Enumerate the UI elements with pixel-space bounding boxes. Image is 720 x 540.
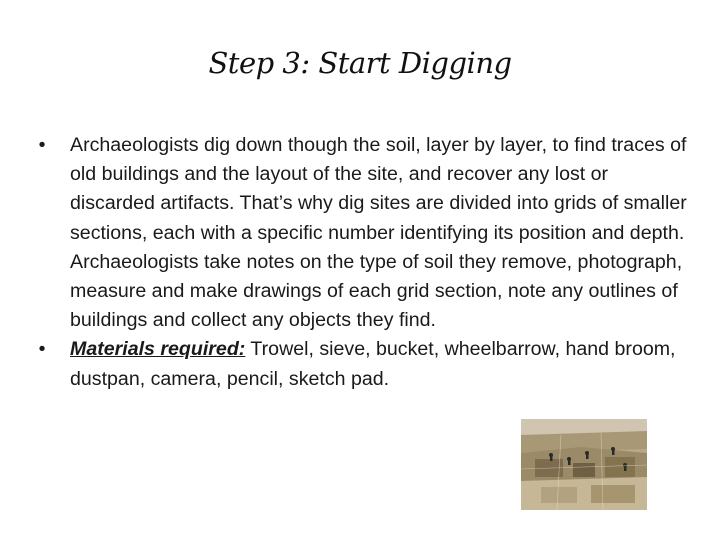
bullet-marker: • bbox=[38, 134, 46, 156]
bullet-item-materials bbox=[32, 335, 692, 393]
bullet-text: Archaeologists dig down though the soil, layer by layer, to find traces of old buildings and the layout of the site, and recover any lost or discarded artifacts. That’s why dig sites are divided into grids of smaller sections, each with a specific number identifying its position and depth. Archaeologists take notes on the type of soil they remove, photograph, measure and make drawings of each grid section, note any outlines of buildings and collect any objects they find. bbox=[70, 134, 687, 332]
bullet-list bbox=[32, 131, 692, 394]
materials-text: Trowel, sieve, bucket, wheelbarrow, hand broom, dustpan, camera, pencil, sketch pad. bbox=[70, 338, 676, 390]
materials-label: Materials required: bbox=[70, 338, 246, 361]
excavation-site-image bbox=[521, 419, 647, 510]
slide-title: Step 3: Start Digging bbox=[208, 46, 512, 80]
bullet-marker: • bbox=[38, 338, 46, 361]
bullet-item-process bbox=[32, 131, 692, 335]
excavation-site-photo bbox=[521, 419, 647, 510]
